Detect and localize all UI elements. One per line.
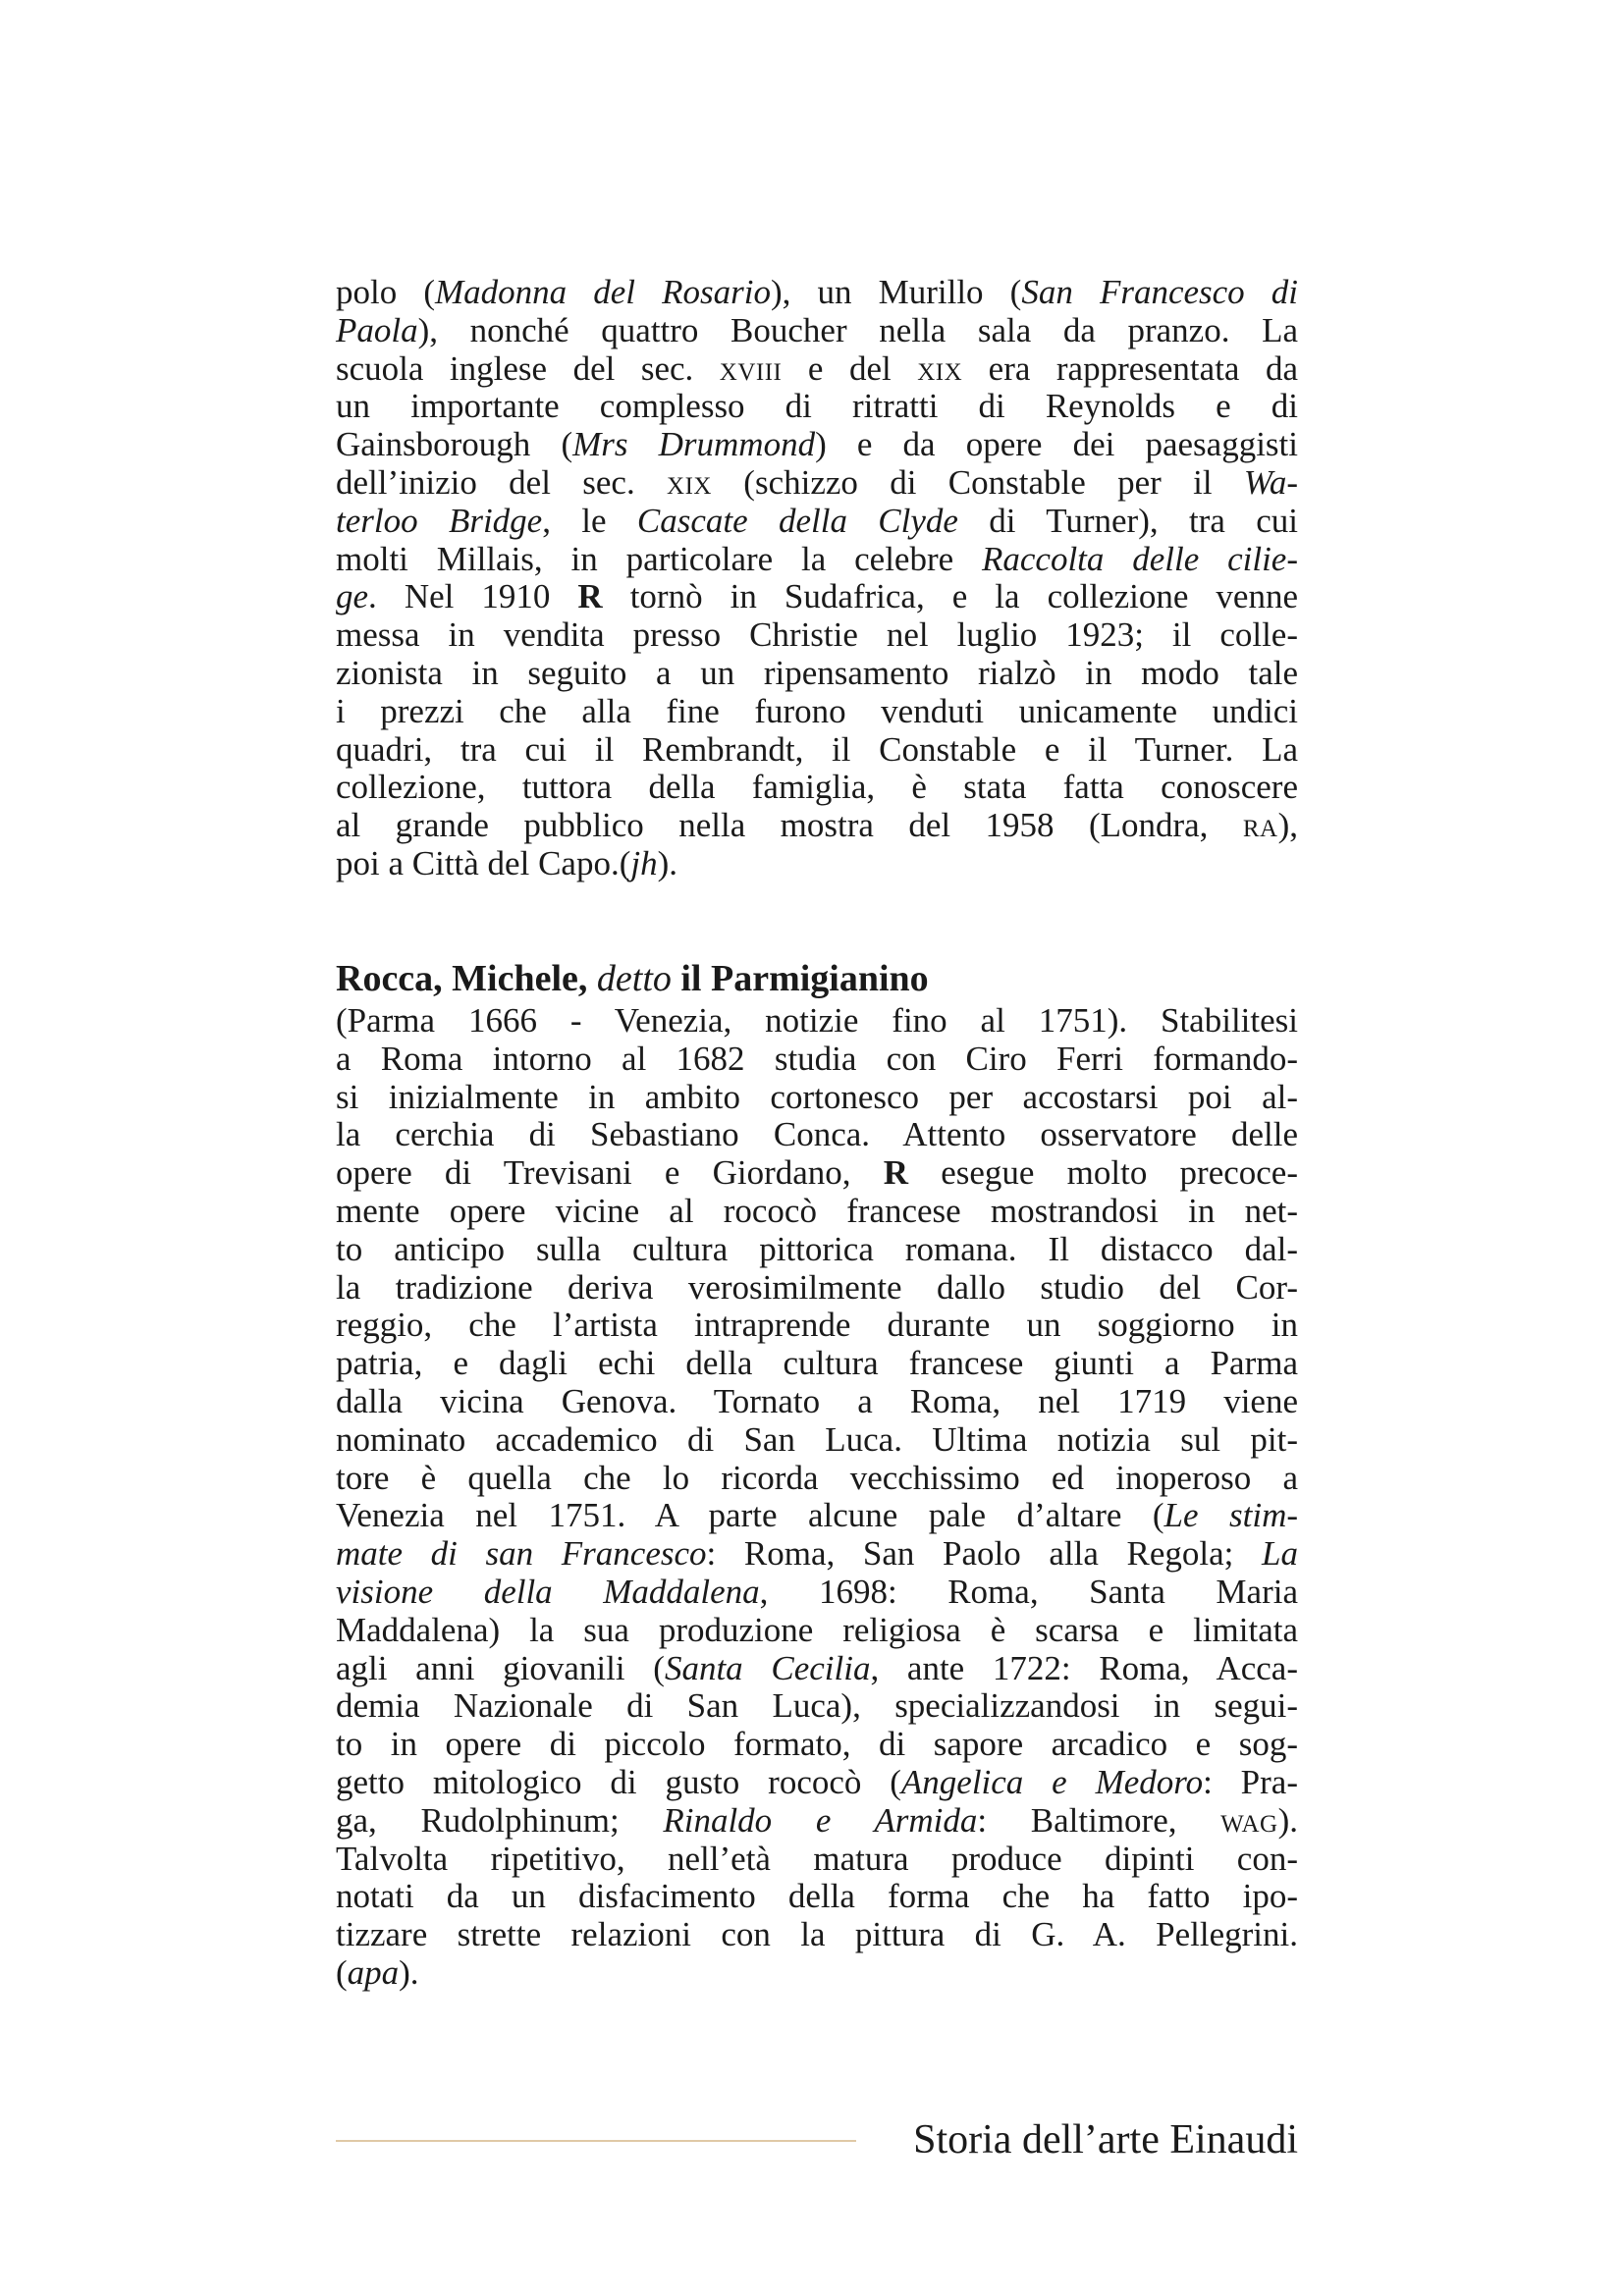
entry-body-line: tore è quella che lo ricorda vecchissimo ed inoperoso a [336, 1458, 1298, 1497]
entry-body-line: notati da un disfacimento della forma che ha fatto ipo- [336, 1877, 1298, 1916]
previous-entry-line: quadri, tra cui il Rembrandt, il Constable e il Turner. La [336, 729, 1298, 769]
entry-body-text [336, 1002, 1298, 1993]
entry-body-line: la tradizione deriva verosimilmente dallo studio del Cor- [336, 1267, 1298, 1307]
entry-body-line: si inizialmente in ambito cortonesco per accostarsi poi al- [336, 1077, 1298, 1116]
previous-entry-line: zionista in seguito a un ripensamento rialzò in modo tale [336, 653, 1298, 692]
previous-entry-line: dell’inizio del sec. xix (schizzo di Constable per il Wa- [336, 462, 1298, 502]
entry-body-line: reggio, che l’artista intraprende durante un soggiorno in [336, 1306, 1298, 1345]
entry-body-line: (Parma 1666 - Venezia, notizie fino al 1751). Stabilitesi [336, 1001, 1298, 1040]
entry-heading-alias: il Parmigianino [680, 958, 929, 999]
previous-entry-text [336, 274, 1298, 883]
previous-entry-line: Paola), nonché quattro Boucher nella sala da pranzo. La [336, 310, 1298, 349]
entry-body-line: opere di Trevisani e Giordano, R esegue molto precoce- [336, 1153, 1298, 1193]
previous-entry-line: polo (Madonna del Rosario), un Murillo (San Francesco di [336, 273, 1298, 311]
entry-body-line: patria, e dagli echi della cultura francese giunti a Parma [336, 1344, 1298, 1383]
footer-rule [336, 2140, 856, 2142]
entry-body-line: demia Nazionale di San Luca), specializzandosi in segui- [336, 1686, 1298, 1726]
entry-body-line: dalla vicina Genova. Tornato a Roma, nel 1719 viene [336, 1381, 1298, 1420]
entry-heading [336, 957, 929, 1000]
previous-entry-line: messa in vendita presso Christie nel luglio 1923; il colle- [336, 615, 1298, 655]
previous-entry-line: ge. Nel 1910 R tornò in Sudafrica, e la collezione venne [336, 577, 1298, 616]
entry-body-line: la cerchia di Sebastiano Conca. Attento osservatore delle [336, 1115, 1298, 1154]
previous-entry-line: terloo Bridge, le Cascate della Clyde di Turner), tra cui [336, 501, 1298, 540]
previous-entry-line: un importante complesso di ritratti di Reynolds e di [336, 387, 1298, 426]
entry-body-line: Maddalena) la sua produzione religiosa è scarsa e limitata [336, 1610, 1298, 1649]
entry-body-line: mente opere vicine al rococò francese mostrandosi in net- [336, 1191, 1298, 1230]
entry-body-line: agli anni giovanili (Santa Cecilia, ante 1722: Roma, Acca- [336, 1648, 1298, 1687]
previous-entry-line: al grande pubblico nella mostra del 1958 (Londra, ra), [336, 806, 1298, 845]
entry-body-line: a Roma intorno al 1682 studia con Ciro Ferri formando- [336, 1039, 1298, 1078]
entry-body-line: visione della Maddalena, 1698: Roma, Santa Maria [336, 1572, 1298, 1611]
entry-body-line: to in opere di piccolo formato, di sapore arcadico e sog- [336, 1725, 1298, 1764]
entry-body-line: Talvolta ripetitivo, nell’età matura produce dipinti con- [336, 1839, 1298, 1878]
previous-entry-line: poi a Città del Capo.(jh). [336, 843, 677, 882]
entry-body-line: ga, Rudolphinum; Rinaldo e Armida: Baltimore, wag). [336, 1800, 1298, 1840]
entry-body-line: (apa). [336, 1952, 419, 1992]
previous-entry-line: scuola inglese del sec. xviii e del xix era rappresentata da [336, 348, 1298, 388]
entry-body-line: tizzare strette relazioni con la pittura di G. A. Pellegrini. [336, 1915, 1298, 1954]
previous-entry-line: collezione, tuttora della famiglia, è stata fatta conoscere [336, 768, 1298, 807]
previous-entry-line: molti Millais, in particolare la celebre Raccolta delle cilie- [336, 539, 1298, 578]
entry-body-line: mate di san Francesco: Roma, San Paolo alla Regola; La [336, 1534, 1298, 1574]
entry-heading-detto: detto [596, 958, 672, 999]
entry-heading-name: Rocca, Michele, [336, 958, 588, 999]
entry-body-line: getto mitologico di gusto rococò (Angelica e Medoro: Pra- [336, 1762, 1298, 1801]
entry-body-line: to anticipo sulla cultura pittorica romana. Il distacco dal- [336, 1229, 1298, 1268]
entry-body-line: nominato accademico di San Luca. Ultima notizia sul pit- [336, 1419, 1298, 1459]
entry-body-line: Venezia nel 1751. A parte alcune pale d’altare (Le stim- [336, 1496, 1298, 1535]
footer-title: Storia dell’arte Einaudi [913, 2117, 1298, 2163]
previous-entry-line: i prezzi che alla fine furono venduti unicamente undici [336, 691, 1298, 730]
previous-entry-line: Gainsborough (Mrs Drummond) e da opere dei paesaggisti [336, 425, 1298, 464]
